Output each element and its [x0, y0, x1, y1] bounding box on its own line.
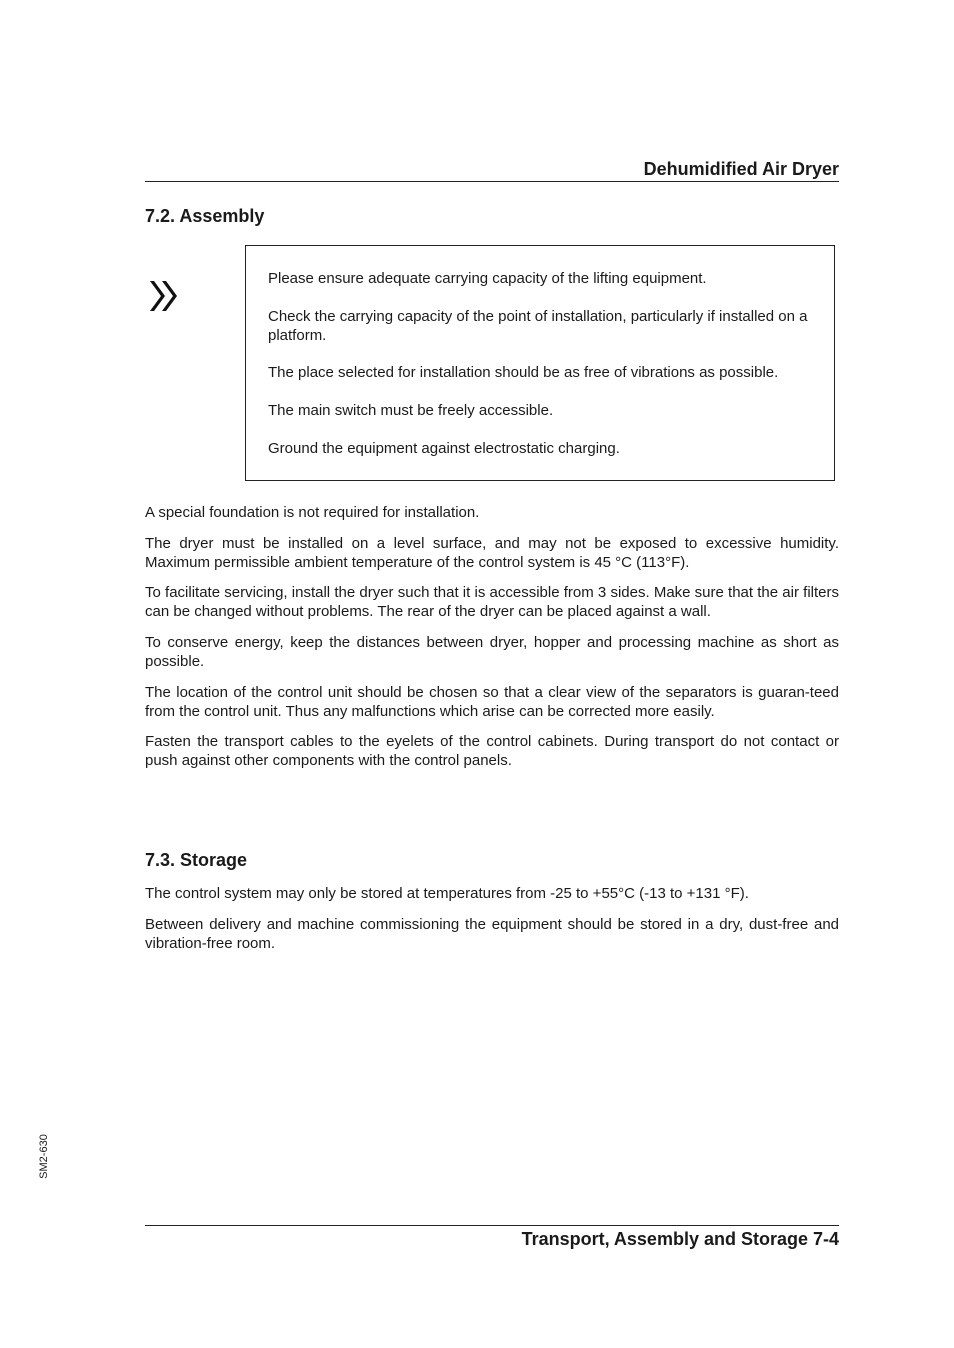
notice-item: Please ensure adequate carrying capacity of the lifting equipment. [268, 270, 707, 287]
body-paragraph: To conserve energy, keep the distances between dryer, hopper and processing machine as short as possible. [145, 634, 839, 670]
body-paragraph: Between delivery and machine commissioning the equipment should be stored in a dry, dust-free and vibration-free room. [145, 916, 839, 952]
body-paragraph: The location of the control unit should be chosen so that a clear view of the separators is guaran-teed from the control unit. Thus any malfunctions which arise can be corrected more easily. [145, 684, 839, 720]
notice-item: The place selected for installation should be as free of vibrations as possible. [268, 364, 779, 381]
page-footer [145, 1225, 839, 1249]
document-title: Dehumidified Air Dryer [643, 159, 839, 179]
notice-item: Check the carrying capacity of the point of installation, particularly if installed on a platform. [268, 308, 808, 344]
storage-heading: 7.3. Storage [145, 850, 248, 870]
assembly-heading: 7.2. Assembly [145, 206, 265, 226]
notice-item: Ground the equipment against electrostatic charging. [268, 440, 620, 457]
double-chevron-right-icon [148, 277, 182, 315]
body-paragraph: A special foundation is not required for installation. [145, 504, 480, 521]
notice-box [245, 245, 835, 481]
notice-item: The main switch must be freely accessible. [268, 402, 554, 419]
body-paragraph: Fasten the transport cables to the eyelets of the control cabinets. During transport do not contact or push against other components with the control panels. [145, 733, 839, 769]
document-code: SM2-630 [37, 1134, 50, 1179]
body-paragraph: The control system may only be stored at temperatures from -25 to +55°C (-13 to +131 °F). [145, 885, 749, 902]
body-paragraph: The dryer must be installed on a level surface, and may not be exposed to excessive humidity. Maximum permissible ambient temperature of the control system is 45 °C (113°F). [145, 535, 839, 571]
page-header [145, 158, 839, 182]
footer-title: Transport, Assembly and Storage 7-4 [521, 1229, 839, 1249]
body-paragraph: To facilitate servicing, install the dryer such that it is accessible from 3 sides. Make sure that the air filters can be changed without problems. The rear of the dryer can be placed against a wall. [145, 584, 839, 620]
